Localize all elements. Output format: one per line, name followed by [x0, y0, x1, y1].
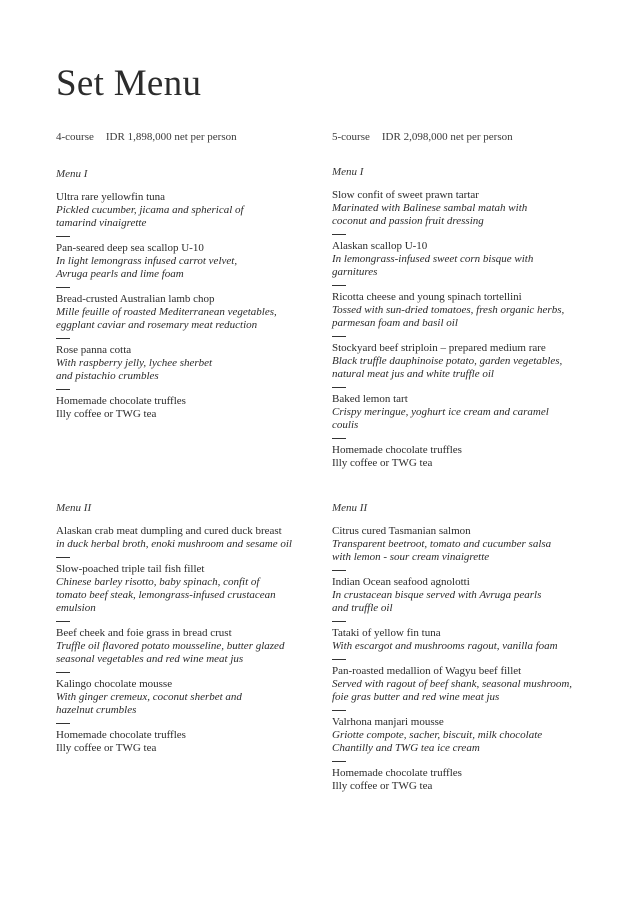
- menu-dish: [332, 627, 607, 653]
- course-separator: [56, 672, 70, 673]
- price-line-4-course: [56, 131, 237, 143]
- course-separator: [56, 557, 70, 558]
- price-line-5-course: [332, 131, 513, 143]
- menu-block: [56, 191, 331, 421]
- dish-description: emulsion: [56, 602, 96, 614]
- course-count: 4-course: [56, 131, 94, 143]
- dish-description: coconut and passion fruit dressing: [332, 215, 484, 227]
- dish-accompaniment: Illy coffee or TWG tea: [332, 457, 433, 469]
- dish-description: Black truffle dauphinoise potato, garden vegetables,: [332, 355, 563, 367]
- dish-name: Pan-roasted medallion of Wagyu beef fillet: [332, 665, 522, 677]
- dish-description: With raspberry jelly, lychee sherbet: [56, 357, 213, 369]
- menu-dish: [56, 525, 331, 551]
- menu-dish: [332, 189, 607, 228]
- dish-name: Homemade chocolate truffles: [332, 767, 462, 779]
- dish-description: Marinated with Balinese sambal matah with: [332, 202, 528, 214]
- dish-description: Mille feuille of roasted Mediterranean vegetables,: [56, 306, 277, 318]
- course-separator: [56, 287, 70, 288]
- dish-description: Tossed with sun-dried tomatoes, fresh organic herbs,: [332, 304, 565, 316]
- dish-name: Slow-poached triple tail fish fillet: [56, 563, 205, 575]
- dish-name: Pan-seared deep sea scallop U-10: [56, 242, 204, 254]
- menu-dish: [332, 525, 607, 564]
- dish-description: Avruga pearls and lime foam: [56, 268, 184, 280]
- dish-description: in duck herbal broth, enoki mushroom and sesame oil: [56, 538, 292, 550]
- dish-name: Beef cheek and foie grass in bread crust: [56, 627, 232, 639]
- menu-block: [332, 189, 607, 470]
- dish-accompaniment: Illy coffee or TWG tea: [56, 742, 157, 754]
- dish-description: hazelnut crumbles: [56, 704, 137, 716]
- menu-dish: [332, 716, 607, 755]
- menu-dish: [332, 342, 607, 381]
- menu-dish: [56, 293, 331, 332]
- dish-description: In lemongrass-infused sweet corn bisque with: [332, 253, 534, 265]
- menu-dish: [56, 242, 331, 281]
- dish-name: Kalingo chocolate mousse: [56, 678, 173, 690]
- dish-name: Tataki of yellow fin tuna: [332, 627, 441, 639]
- menu-dish: [332, 576, 607, 615]
- course-separator: [332, 710, 346, 711]
- dish-description: Chantilly and TWG tea ice cream: [332, 742, 480, 754]
- dish-accompaniment: Illy coffee or TWG tea: [332, 780, 433, 792]
- dish-description: coulis: [332, 419, 359, 431]
- price-amount: IDR 1,898,000 net per person: [105, 131, 237, 143]
- course-separator: [332, 659, 346, 660]
- dish-description: seasonal vegetables and red wine meat jus: [56, 653, 244, 665]
- menu-dish: [56, 191, 331, 230]
- dish-description: tamarind vinaigrette: [56, 217, 147, 229]
- menu-dish: [56, 344, 331, 383]
- dish-description: Chinese barley risotto, baby spinach, confit of: [56, 576, 260, 588]
- dish-name: Alaskan scallop U-10: [332, 240, 428, 252]
- price-amount: IDR 2,098,000 net per person: [381, 131, 513, 143]
- dish-description: Truffle oil flavored potato mousseline, butter glazed: [56, 640, 285, 652]
- dish-description: Griotte compote, sacher, biscuit, milk chocolate: [332, 729, 543, 741]
- menu-dish: [332, 665, 607, 704]
- dish-description: In crustacean bisque served with Avruga pearls: [332, 589, 542, 601]
- course-separator: [332, 336, 346, 337]
- dish-description: Crispy meringue, yoghurt ice cream and caramel: [332, 406, 549, 418]
- dish-description: Served with ragout of beef shank, seasonal mushroom,: [332, 678, 573, 690]
- dish-name: Alaskan crab meat dumpling and cured duck breast: [56, 525, 282, 537]
- dish-description: with lemon - sour cream vinaigrette: [332, 551, 490, 563]
- course-separator: [56, 236, 70, 237]
- dish-description: eggplant caviar and rosemary meat reduction: [56, 319, 258, 331]
- course-separator: [332, 438, 346, 439]
- dish-name: Ultra rare yellowfin tuna: [56, 191, 166, 203]
- dish-description: garnitures: [332, 266, 378, 278]
- dish-name: Baked lemon tart: [332, 393, 408, 405]
- dish-description: and pistachio crumbles: [56, 370, 159, 382]
- dish-name: Bread-crusted Australian lamb chop: [56, 293, 215, 305]
- course-count: 5-course: [332, 131, 370, 143]
- course-separator: [56, 621, 70, 622]
- menu-block: [56, 525, 331, 755]
- menu-dish: [56, 627, 331, 666]
- menu-dish: [56, 395, 331, 421]
- menu-label: Menu I: [332, 166, 364, 178]
- course-separator: [332, 621, 346, 622]
- dish-name: Rose panna cotta: [56, 344, 132, 356]
- dish-name: Citrus cured Tasmanian salmon: [332, 525, 471, 537]
- dish-description: natural meat jus and white truffle oil: [332, 368, 494, 380]
- menu-dish: [332, 767, 607, 793]
- dish-description: With ginger cremeux, coconut sherbet and: [56, 691, 242, 703]
- course-separator: [332, 761, 346, 762]
- course-separator: [56, 389, 70, 390]
- dish-name: Slow confit of sweet prawn tartar: [332, 189, 479, 201]
- dish-description: With escargot and mushrooms ragout, vanilla foam: [332, 640, 558, 652]
- dish-name: Indian Ocean seafood agnolotti: [332, 576, 470, 588]
- menu-dish: [332, 291, 607, 330]
- menu-dish: [56, 729, 331, 755]
- menu-label: Menu II: [332, 502, 368, 514]
- dish-name: Homemade chocolate truffles: [56, 729, 186, 741]
- course-separator: [56, 723, 70, 724]
- dish-description: parmesan foam and basil oil: [332, 317, 458, 329]
- menu-dish: [332, 444, 607, 470]
- dish-description: In light lemongrass infused carrot velvet,: [56, 255, 238, 267]
- dish-description: Pickled cucumber, jicama and spherical of: [56, 204, 244, 216]
- dish-name: Homemade chocolate truffles: [332, 444, 462, 456]
- menu-dish: [56, 678, 331, 717]
- course-separator: [332, 234, 346, 235]
- dish-description: tomato beef steak, lemongrass-infused crustacean: [56, 589, 276, 601]
- course-separator: [332, 570, 346, 571]
- menu-label: Menu I: [56, 168, 88, 180]
- dish-name: Stockyard beef striploin – prepared medium rare: [332, 342, 546, 354]
- dish-name: Ricotta cheese and young spinach tortellini: [332, 291, 522, 303]
- course-separator: [332, 285, 346, 286]
- dish-description: Transparent beetroot, tomato and cucumber salsa: [332, 538, 552, 550]
- dish-name: Homemade chocolate truffles: [56, 395, 186, 407]
- menu-dish: [332, 393, 607, 432]
- dish-description: foie gras butter and red wine meat jus: [332, 691, 500, 703]
- dish-accompaniment: Illy coffee or TWG tea: [56, 408, 157, 420]
- menu-block: [332, 525, 607, 793]
- course-separator: [332, 387, 346, 388]
- dish-name: Valrhona manjari mousse: [332, 716, 444, 728]
- menu-dish: [332, 240, 607, 279]
- menu-label: Menu II: [56, 502, 92, 514]
- course-separator: [56, 338, 70, 339]
- page-title: Set Menu: [56, 63, 202, 104]
- dish-description: and truffle oil: [332, 602, 393, 614]
- menu-dish: [56, 563, 331, 615]
